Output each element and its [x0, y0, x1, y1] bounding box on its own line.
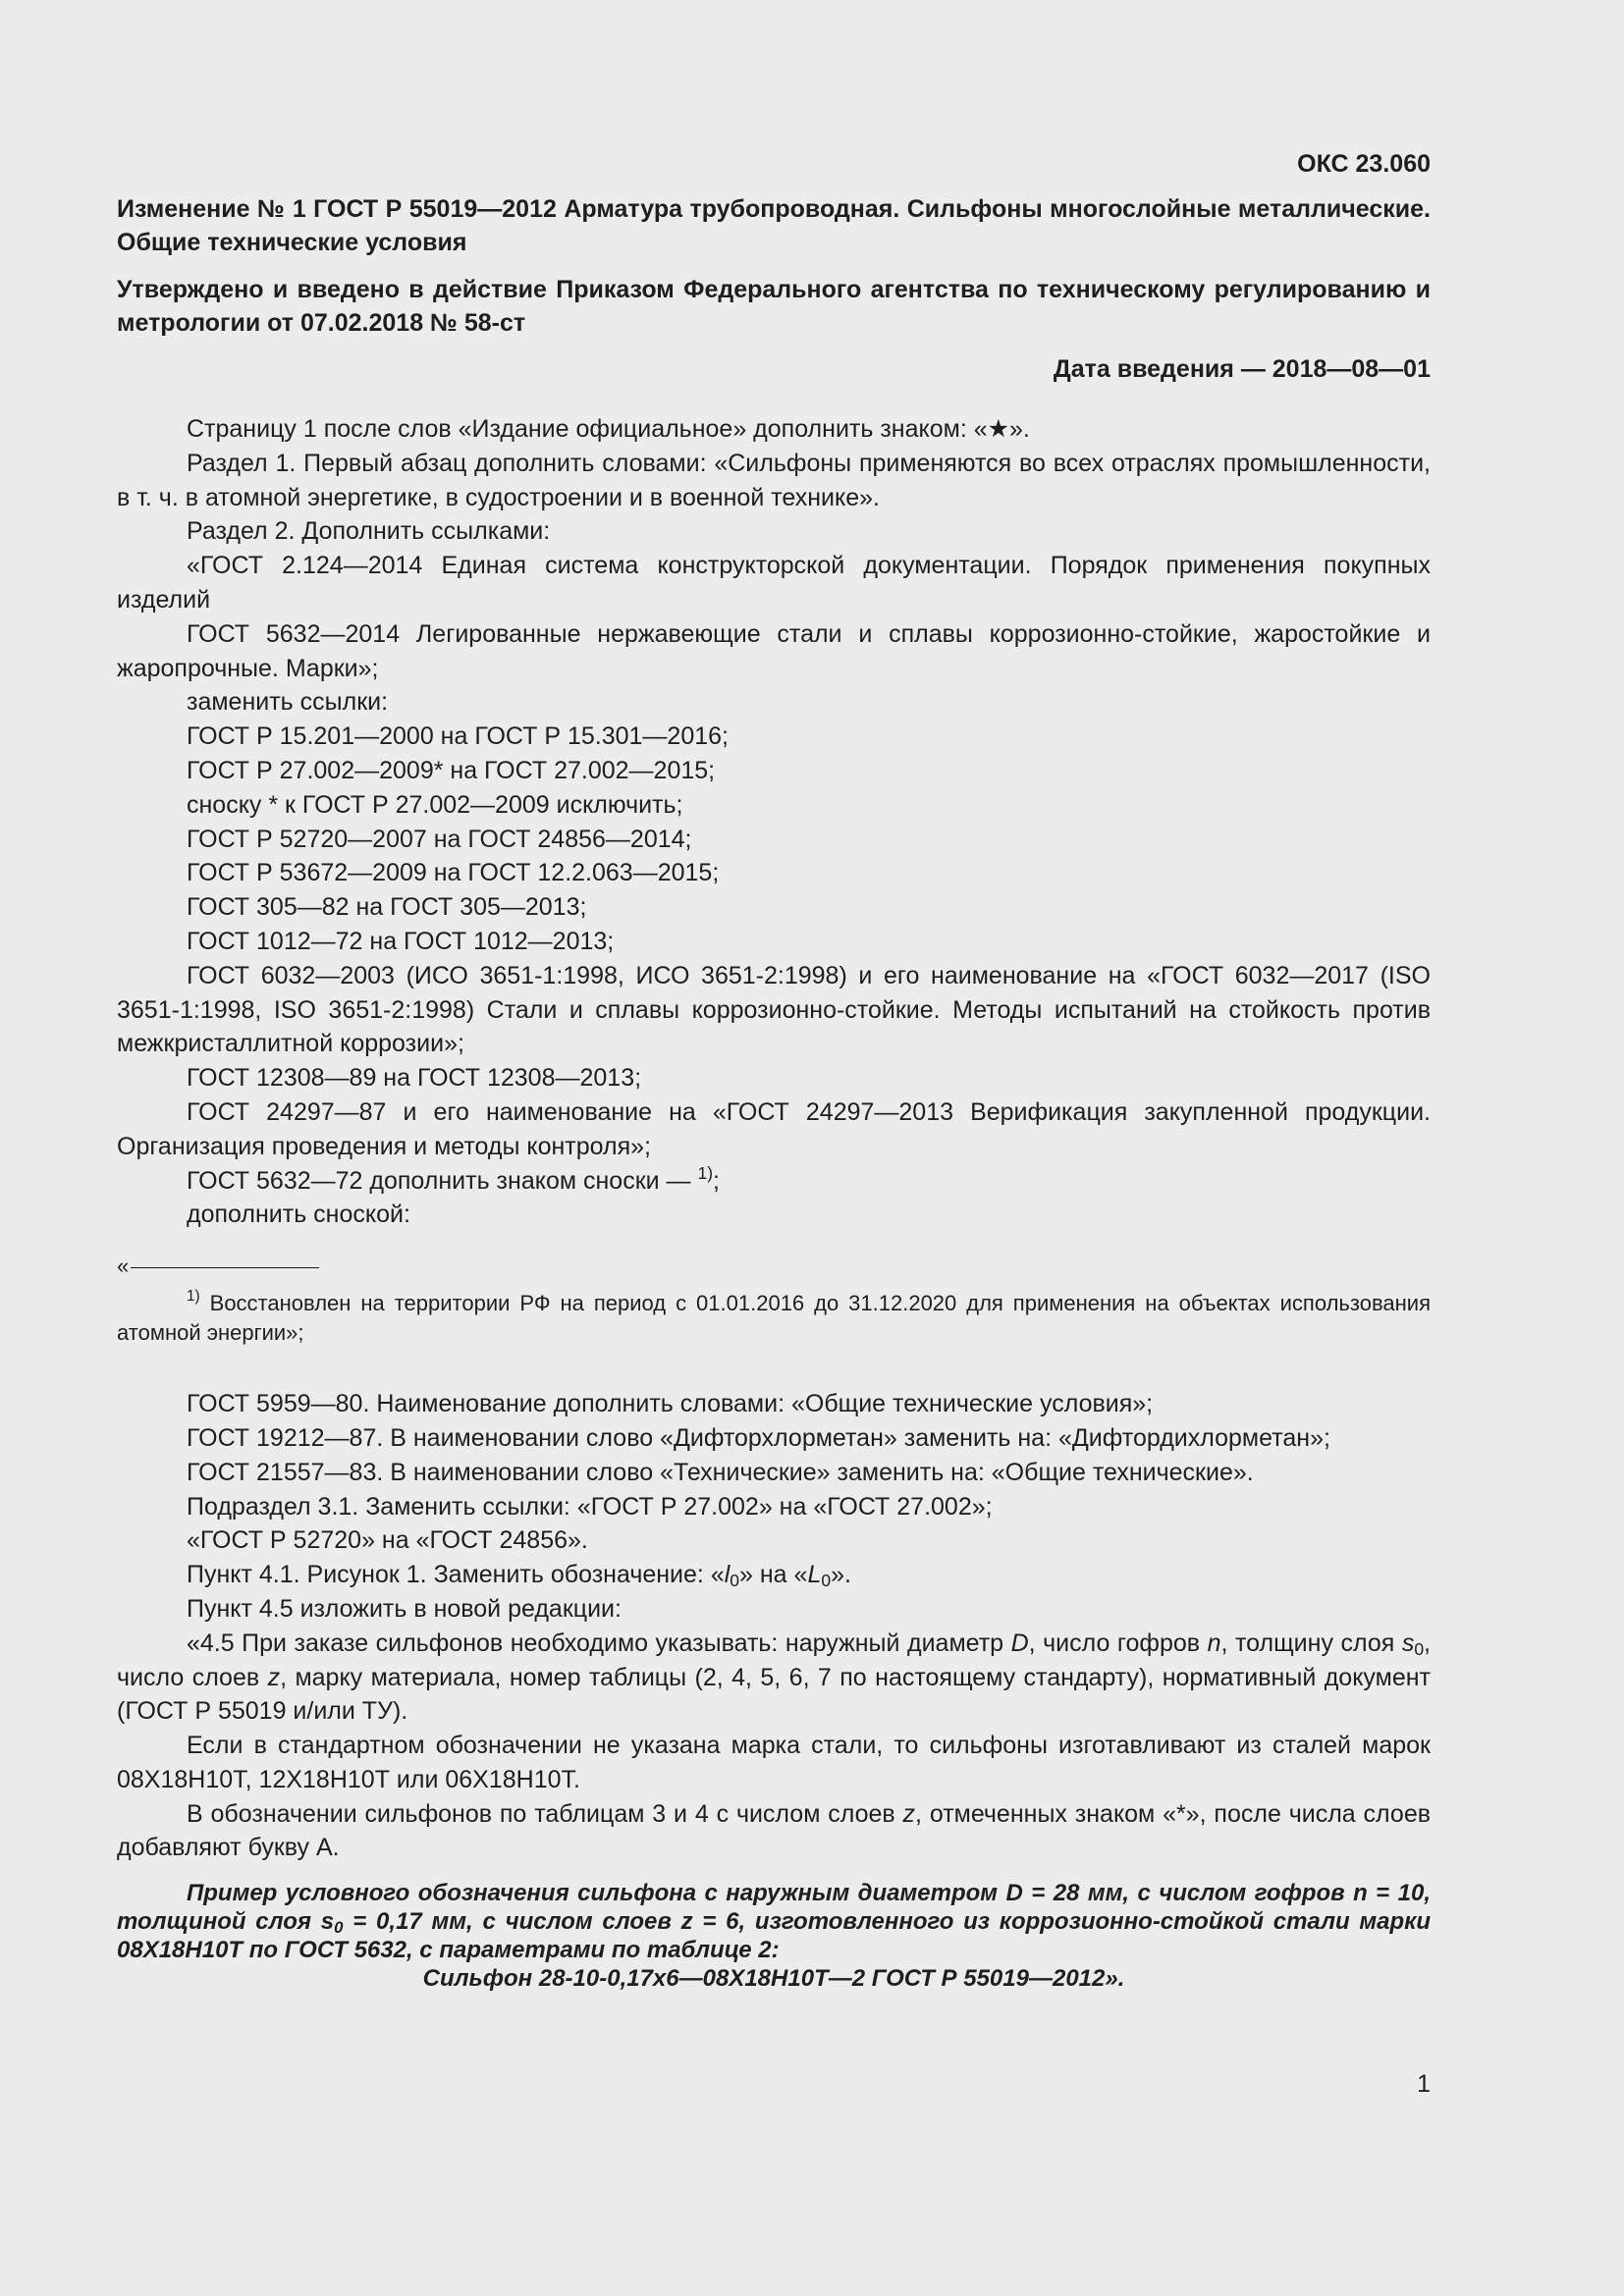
- paragraph: ГОСТ 5959—80. Наименование дополнить словами: «Общие технические условия»;: [187, 1390, 1154, 1418]
- page-content: [117, 142, 1431, 1993]
- paragraph: Раздел 2. Дополнить ссылками:: [187, 517, 551, 546]
- paragraph: заменить ссылки:: [187, 688, 389, 717]
- text-span: , число гофров: [1028, 1629, 1208, 1657]
- paragraph: ГОСТ 1012—72 на ГОСТ 1012—2013;: [187, 927, 615, 955]
- var-z: z: [902, 1799, 916, 1828]
- paragraph: сноску * к ГОСТ Р 27.002—2009 исключить;: [187, 790, 683, 819]
- designation-string: Сильфон 28-10-0,17х6—08Х18Н10Т—2 ГОСТ Р 55019—2012».: [422, 1965, 1125, 1993]
- text-span: , марку материала, номер таблицы (2, 4, 5, 6, 7 по настоящему стандарту), нормативный документ (ГОСТ Р 55019 и/или ТУ).: [117, 1663, 1431, 1726]
- paragraph: Страницу 1 после слов «Издание официальное» дополнить знаком: «★».: [187, 415, 1030, 443]
- page-number: 1: [1417, 2070, 1431, 2098]
- subscript: 0: [730, 1571, 740, 1591]
- var-L: L: [807, 1561, 822, 1589]
- paragraph: Раздел 1. Первый абзац дополнить словами: «Сильфоны применяются во всех отраслях промышленности, в т. ч. в атомной энергетике, в судостроении и в военной технике».: [117, 449, 1431, 511]
- effective-date: Дата введения — 2018—08—01: [1053, 355, 1431, 383]
- subscript: 0: [821, 1571, 832, 1591]
- paragraph: ГОСТ Р 53672—2009 на ГОСТ 12.2.063—2015;: [187, 859, 720, 887]
- separator-line: [131, 1267, 319, 1268]
- text-span: В обозначении сильфонов по таблицам 3 и 4 с числом слоев: [187, 1799, 903, 1828]
- paragraph: [117, 1164, 1431, 1199]
- amendment-body: [117, 412, 1431, 1865]
- paragraph: ГОСТ Р 52720—2007 на ГОСТ 24856—2014;: [187, 825, 692, 853]
- var-l: l: [724, 1561, 731, 1589]
- paragraph: ГОСТ Р 27.002—2009* на ГОСТ 27.002—2015;: [187, 756, 716, 784]
- text-span: , отмеченных знаком «*», после числа слоев добавляют букву А.: [117, 1799, 1431, 1862]
- example-text: Пример условного обозначения сильфона с наружным диаметром D = 28 мм, с числом гофров n = 10, толщиной слоя s: [117, 1880, 1431, 1936]
- paragraph: [117, 1797, 1431, 1866]
- paragraph: [117, 1627, 1431, 1729]
- footnote: [117, 1289, 1431, 1348]
- paragraph: Подраздел 3.1. Заменить ссылки: «ГОСТ Р 27.002» на «ГОСТ 27.002»;: [187, 1492, 993, 1521]
- subscript: 0: [1414, 1638, 1425, 1659]
- paragraph: [117, 1558, 1431, 1592]
- paragraph: Если в стандартном обозначении не указана марка стали, то сильфоны изготавливают из сталей марок 08Х18Н10Т, 12Х18Н10Т или 06Х18Н10Т.: [117, 1732, 1431, 1793]
- paragraph: ГОСТ 24297—87 и его наименование на «ГОСТ 24297—2013 Верификация закупленной продукции. Организация проведения и методы контроля»;: [117, 1097, 1431, 1160]
- example-text: = 0,17 мм, с числом слоев z = 6, изготовленного из коррозионно-стойкой стали марки 08Х18Н10Т по ГОСТ 5632, с параметрами по таблице 2:: [117, 1908, 1432, 1964]
- paragraph: ГОСТ 19212—87. В наименовании слово «Дифторхлорметан» заменить на: «Дифтордихлорметан»;: [187, 1423, 1330, 1452]
- text-span: ».: [831, 1561, 851, 1589]
- footnote-text: Восстановлен на территории РФ на период с 01.01.2016 до 31.12.2020 для применения на объектах использования атомной энергии»;: [117, 1291, 1431, 1346]
- text-span: » на «: [739, 1561, 808, 1589]
- subscript: 0: [334, 1918, 344, 1938]
- var-D: D: [1010, 1629, 1029, 1657]
- footnote-mark: 1): [187, 1288, 200, 1306]
- paragraph: ГОСТ 305—82 на ГОСТ 305—2013;: [187, 893, 587, 922]
- text-span: , толщину слоя: [1220, 1629, 1402, 1657]
- approval-statement: Утверждено и введено в действие Приказом Федерального агентства по техническому регулированию и метрологии от 07.02.2018 № 58-ст: [117, 276, 1431, 337]
- paragraph: дополнить сноской:: [187, 1201, 410, 1229]
- paragraph: ГОСТ Р 15.201—2000 на ГОСТ Р 15.301—2016;: [187, 722, 729, 751]
- text-span: , число слоев: [117, 1629, 1431, 1691]
- text-span: ;: [713, 1166, 720, 1195]
- paragraph: «ГОСТ Р 52720» на «ГОСТ 24856».: [187, 1526, 588, 1555]
- text-span: ГОСТ 5632—72 дополнить знаком сноски —: [187, 1166, 698, 1195]
- var-z: z: [267, 1663, 281, 1691]
- paragraph: ГОСТ 21557—83. В наименовании слово «Технические» заменить на: «Общие технические».: [187, 1458, 1254, 1486]
- spacer: [117, 1348, 1431, 1387]
- designation-example: [117, 1879, 1431, 1964]
- var-n: n: [1207, 1629, 1221, 1657]
- okc-code: ОКС 23.060: [1297, 150, 1431, 178]
- text-span: Пункт 4.1. Рисунок 1. Заменить обозначение: «: [187, 1561, 725, 1589]
- document-title: Изменение № 1 ГОСТ Р 55019—2012 Арматура трубопроводная. Сильфоны многослойные металлические. Общие технические условия: [117, 195, 1431, 256]
- text-span: «4.5 При заказе сильфонов необходимо указывать: наружный диаметр: [187, 1629, 1011, 1657]
- paragraph: ГОСТ 6032—2003 (ИСО 3651-1:1998, ИСО 3651-2:1998) и его наименование на «ГОСТ 6032—2017 (ISO 3651-1:1998, ISO 3651-2:1998) Стали и сплавы коррозионно-стойкие. Методы испытаний на стойкость против межкристаллитной коррозии»;: [117, 961, 1431, 1058]
- var-s: s: [1401, 1629, 1415, 1657]
- separator-quote: «: [117, 1254, 130, 1279]
- paragraph: ГОСТ 12308—89 на ГОСТ 12308—2013;: [187, 1064, 642, 1093]
- footnote-separator: [117, 1254, 1431, 1279]
- paragraph: Пункт 4.5 изложить в новой редакции:: [187, 1594, 622, 1623]
- paragraph: ГОСТ 5632—2014 Легированные нержавеющие стали и сплавы коррозионно-стойкие, жаростойкие и жаропрочные. Марки»;: [117, 619, 1431, 682]
- footnote-ref: 1): [697, 1162, 714, 1183]
- paragraph: «ГОСТ 2.124—2014 Единая система конструкторской документации. Порядок применения покупных изделий: [117, 552, 1431, 614]
